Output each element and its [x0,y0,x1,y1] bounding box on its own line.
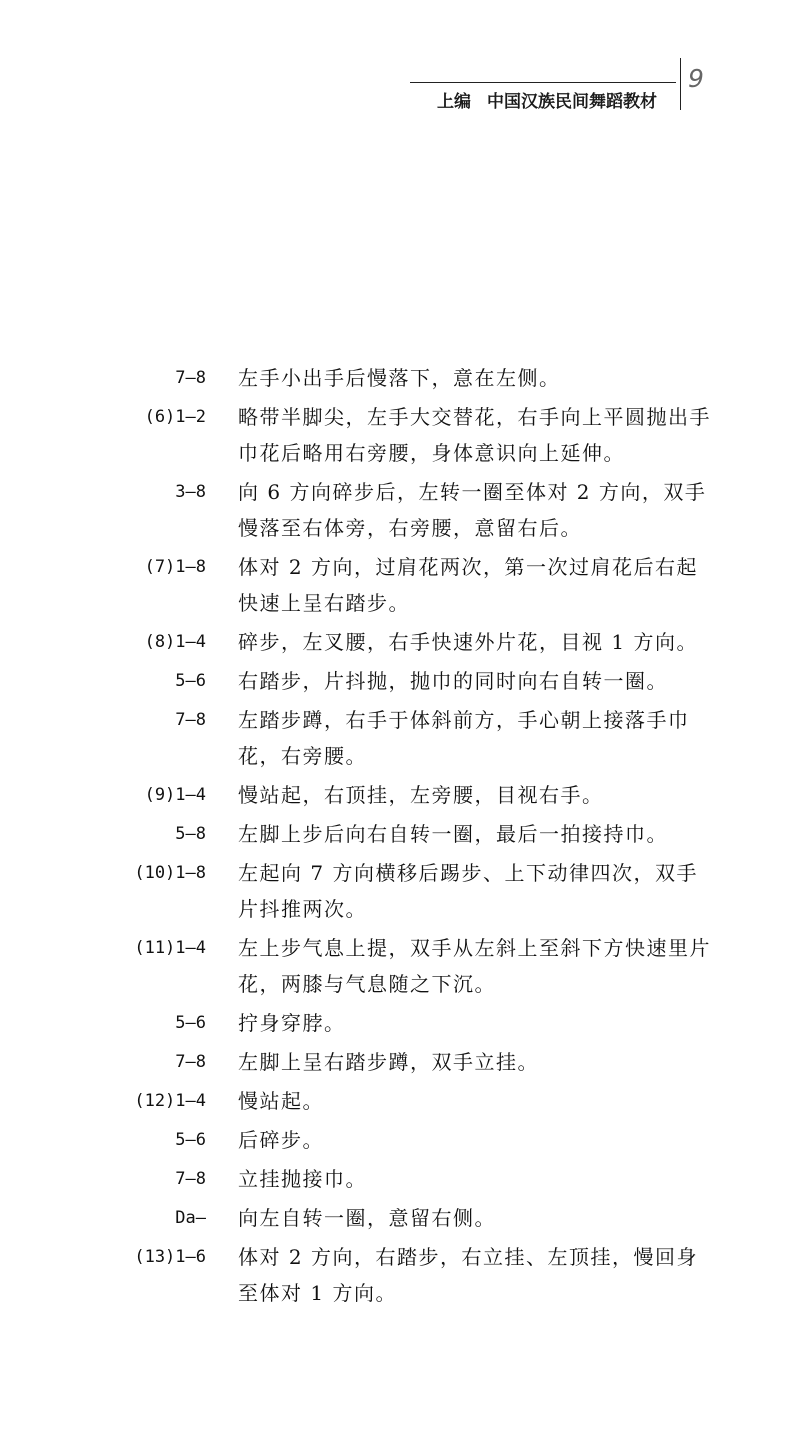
movement-description: 立挂抛接巾。 [238,1167,367,1191]
instruction-entry [0,1239,800,1311]
beat-count: 7—8 [175,1052,206,1072]
instruction-list [0,360,800,1314]
beat-count: Da— [175,1208,206,1228]
beat-count: (8)1—4 [144,632,206,652]
movement-description: 向左自转一圈，意留右侧。 [238,1206,496,1230]
beat-count: (11)1—4 [134,938,206,958]
page-number: 9 [688,64,704,93]
movement-description: 体对 2 方向，过肩花两次，第一次过肩花后右起快速上呈右踏步。 [238,555,698,615]
beat-count: (7)1—8 [144,557,206,577]
instruction-entry [0,1044,800,1080]
movement-description: 左起向 7 方向横移后踢步、上下动律四次，双手片抖推两次。 [238,861,698,921]
running-head-title: 中国汉族民间舞蹈教材 [487,92,657,112]
instruction-entry [0,816,800,852]
beat-count: 3—8 [175,482,206,502]
beat-count: 5—6 [175,671,206,691]
beat-count: (6)1—2 [144,407,206,427]
instruction-entry [0,1005,800,1041]
instruction-entry [0,549,800,621]
movement-description: 右踏步，片抖抛，抛巾的同时向右自转一圈。 [238,669,668,693]
instruction-entry [0,777,800,813]
beat-count: 7—8 [175,710,206,730]
instruction-entry [0,360,800,396]
instruction-entry [0,474,800,546]
movement-description: 后碎步。 [238,1128,324,1152]
movement-description: 体对 2 方向，右踏步，右立挂、左顶挂，慢回身至体对 1 方向。 [238,1245,698,1305]
instruction-entry [0,624,800,660]
movement-description: 碎步，左叉腰，右手快速外片花，目视 1 方向。 [238,630,698,654]
instruction-entry [0,930,800,1002]
movement-description: 慢站起。 [238,1089,324,1113]
instruction-entry [0,1161,800,1197]
movement-description: 左踏步蹲，右手于体斜前方，手心朝上接落手巾花，右旁腰。 [238,708,690,768]
beat-count: 7—8 [175,1169,206,1189]
beat-count: 7—8 [175,368,206,388]
instruction-entry [0,663,800,699]
movement-description: 左手小出手后慢落下，意在左侧。 [238,366,561,390]
instruction-entry [0,1122,800,1158]
movement-description: 向 6 方向碎步后，左转一圈至体对 2 方向，双手慢落至右体旁，右旁腰，意留右后。 [238,480,707,540]
running-head-part: 上编 [437,92,471,112]
movement-description: 慢站起，右顶挂，左旁腰，目视右手。 [238,783,604,807]
header-rule [410,82,676,83]
instruction-entry [0,702,800,774]
movement-description: 左上步气息上提，双手从左斜上至斜下方快速里片花，两膝与气息随之下沉。 [238,936,711,996]
instruction-entry [0,1083,800,1119]
beat-count: (10)1—8 [134,863,206,883]
movement-description: 左脚上步后向右自转一圈，最后一拍接持巾。 [238,822,668,846]
instruction-entry [0,855,800,927]
beat-count: (9)1—4 [144,785,206,805]
beat-count: 5—6 [175,1013,206,1033]
header-divider [680,58,681,110]
movement-description: 略带半脚尖，左手大交替花，右手向上平圆抛出手巾花后略用右旁腰，身体意识向上延伸。 [238,405,711,465]
beat-count: (12)1—4 [134,1091,206,1111]
beat-count: 5—6 [175,1130,206,1150]
beat-count: 5—8 [175,824,206,844]
movement-description: 拧身穿脖。 [238,1011,346,1035]
instruction-entry [0,1200,800,1236]
beat-count: (13)1—6 [134,1247,206,1267]
running-head [437,91,657,113]
instruction-entry [0,399,800,471]
movement-description: 左脚上呈右踏步蹲，双手立挂。 [238,1050,539,1074]
